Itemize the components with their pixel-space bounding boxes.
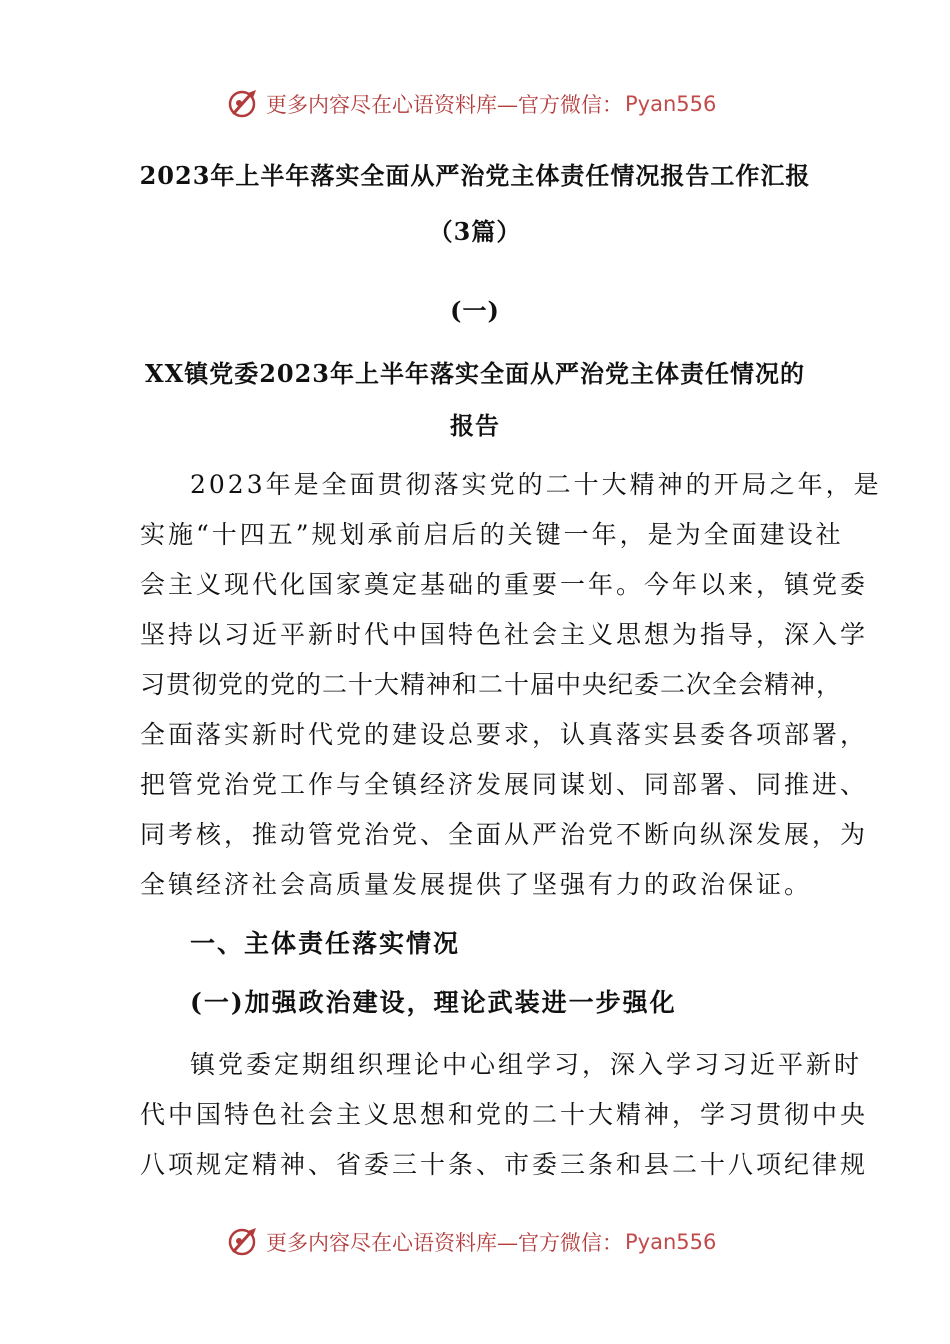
intro-paragraph-line: 坚持以习近平新时代中国特色社会主义思想为指导，深入学	[140, 620, 869, 649]
intro-paragraph-line: 会主义现代化国家奠定基础的重要一年。今年以来，镇党委	[140, 570, 869, 599]
subsection-heading: (一)加强政治建设，理论武装进一步强化	[190, 988, 677, 1017]
part-number: (一)	[450, 296, 500, 325]
section-heading: 一、主体责任落实情况	[190, 929, 461, 958]
report-subtitle-line-2: 报告	[450, 411, 500, 440]
watermark-banner-top	[226, 84, 716, 124]
subsection-paragraph-line: 八项规定精神、省委三十条、市委三条和县二十八项纪律规	[140, 1150, 869, 1179]
subsection-paragraph-line: 镇党委定期组织理论中心组学习，深入学习习近平新时	[190, 1050, 863, 1079]
watermark-text: 更多内容尽在心语资料库—官方微信：	[266, 1231, 623, 1255]
intro-paragraph-line: 2023年是全面贯彻落实党的二十大精神的开局之年，是	[190, 470, 882, 499]
watermark-wechat-id: Pyan556	[625, 92, 717, 116]
watermark-text: 更多内容尽在心语资料库—官方微信：	[266, 93, 623, 117]
intro-paragraph-line: 习贯彻党的党的二十大精神和二十届中央纪委二次全会精神，	[140, 670, 843, 699]
brand-logo-icon	[226, 87, 260, 121]
intro-paragraph-line: 实施“十四五”规划承前启后的关键一年，是为全面建设社	[140, 520, 844, 549]
intro-paragraph-line: 把管党治党工作与全镇经济发展同谋划、同部署、同推进、	[140, 770, 869, 799]
intro-paragraph-line: 全镇经济社会高质量发展提供了坚强有力的政治保证。	[140, 870, 813, 899]
document-title-line-1: 2023年上半年落实全面从严治党主体责任情况报告工作汇报	[139, 161, 811, 190]
document-title-line-2: （3篇）	[428, 217, 522, 246]
intro-paragraph-line: 全面落实新时代党的建设总要求，认真落实县委各项部署，	[140, 720, 869, 749]
intro-paragraph-line: 同考核，推动管党治党、全面从严治党不断向纵深发展，为	[140, 820, 869, 849]
watermark-banner-bottom	[226, 1222, 716, 1262]
report-subtitle-line-1: XX镇党委2023年上半年落实全面从严治党主体责任情况的	[144, 359, 806, 388]
watermark-wechat-id: Pyan556	[625, 1230, 717, 1254]
subsection-paragraph-line: 代中国特色社会主义思想和党的二十大精神，学习贯彻中央	[140, 1100, 869, 1129]
brand-logo-icon	[226, 1225, 260, 1259]
